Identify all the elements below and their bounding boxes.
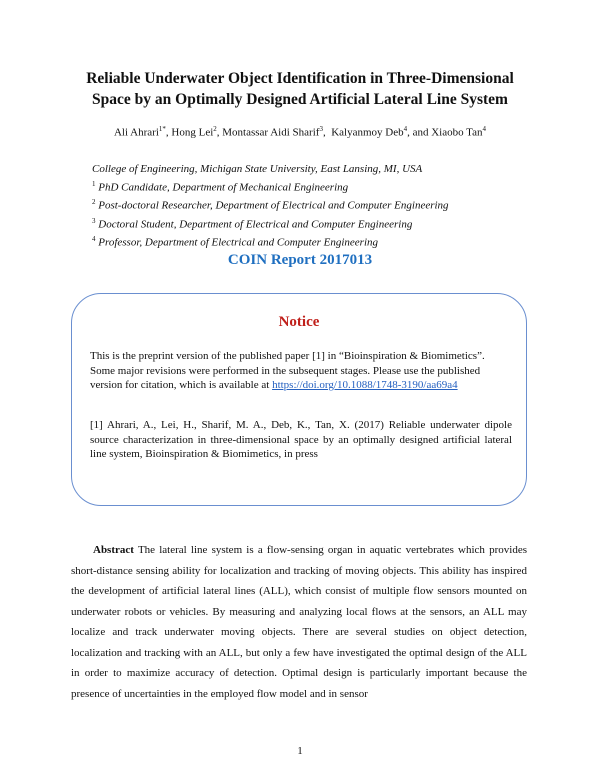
- institution: College of Engineering, Michigan State University, East Lansing, MI, USA: [92, 163, 423, 175]
- affiliation-text: Doctoral Student, Department of Electrical and Computer Engineering: [98, 218, 413, 231]
- paper-title-line-1: Reliable Underwater Object Identification in Three-Dimensional: [86, 70, 514, 87]
- notice-line: version for citation, which is available at: [90, 379, 270, 391]
- author-name: Montassar Aidi Sharif: [222, 126, 320, 139]
- author-conjunction: and: [412, 126, 429, 139]
- notice-reference: [1] Ahrari, A., Lei, H., Sharif, M. A., Deb, K., Tan, X. (2017) Reliable underwater dipole source characterization in three-dimensional space by an optimally designed artificial lateral line system, Bioinspiration & Biomimetics, in press: [90, 419, 512, 460]
- affiliation-mark: 4: [92, 235, 96, 244]
- author-name: Kalyanmoy Deb: [331, 126, 404, 139]
- affiliation-text: Professor, Department of Electrical and Computer Engineering: [98, 236, 379, 249]
- affiliation-mark: 2: [92, 198, 96, 207]
- author-affiliation-mark: 3: [319, 125, 323, 133]
- affiliation-item: [92, 232, 449, 250]
- abstract-label: Abstract: [93, 544, 134, 556]
- page-number: 1: [297, 745, 303, 757]
- author-affiliation-mark: 4: [403, 125, 408, 133]
- affiliation-mark: 3: [92, 216, 96, 225]
- affiliations: [92, 162, 449, 251]
- affiliation-text: PhD Candidate, Department of Mechanical Engineering: [98, 181, 349, 194]
- affiliation-mark: 1: [92, 179, 96, 188]
- author-name: Ali Ahrari: [113, 126, 159, 139]
- affiliation-item: [92, 214, 449, 232]
- paper-title: [40, 68, 560, 110]
- notice-paragraph: [90, 349, 512, 393]
- author-name: Xiaobo Tan: [431, 126, 483, 139]
- notice-heading: Notice: [278, 314, 320, 330]
- abstract: [71, 540, 527, 704]
- paper-title-line-2: Space by an Optimally Designed Artificial Lateral Line System: [92, 91, 508, 108]
- author-affiliation-mark: 4: [482, 125, 487, 133]
- author-name: Hong Lei: [171, 126, 214, 139]
- report-id: COIN Report 2017013: [227, 252, 373, 268]
- affiliation-item: [92, 195, 449, 213]
- notice-box: [71, 293, 527, 506]
- author-list: Ali Ahrari$^{1*}$, Hong Lei$^2$, Montassar Aidi Sharif$^3$, Kalyanmoy Deb$^4$, and Xiaobo Tan$^4$: [113, 125, 487, 139]
- affiliation-text: Post-doctoral Researcher, Department of Electrical and Computer Engineering: [98, 199, 449, 212]
- notice-line: This is the preprint version of the published paper [1] in “Bioinspiration & Biomimetics”.: [90, 350, 485, 362]
- author-affiliation-mark: 2: [213, 125, 217, 133]
- notice-line: Some major revisions were performed in the subsequent stages. Please use the published: [90, 364, 481, 377]
- affiliation-item: [92, 177, 449, 195]
- doi-link[interactable]: https://doi.org/10.1088/1748-3190/aa69a4: [272, 379, 458, 391]
- author-affiliation-mark: 1*: [158, 125, 166, 133]
- abstract-text: The lateral line system is a flow-sensing organ in aquatic vertebrates which provides short-distance sensing ability for localization and tracking of moving objects. This ability has inspired the development of artificial lateral lines (ALL), which consist of multiple flow sensors mounted on underwater robots or vehicles. By measuring and analyzing local flows at the sensors, an ALL may localize and track underwater moving objects. There are several studies on object detection, localization and tracking with an ALL, but only a few have investigated the optimal design of the ALL in order to maximize accuracy of detection. Optimal design is particularly important because the presence of uncertainties in the employed flow model and in sensor: [71, 544, 527, 700]
